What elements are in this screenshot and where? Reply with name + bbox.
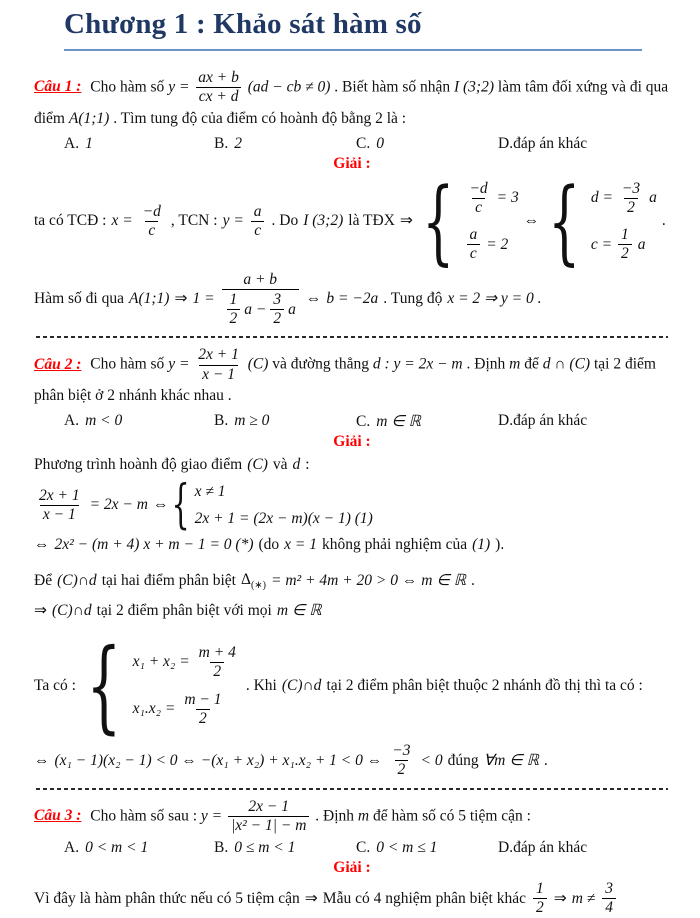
q3-option-c: C. 0 < m ≤ 1 xyxy=(356,839,438,857)
q1-point-i: I (3;2) xyxy=(453,78,495,96)
case-row: 2x + 1 = (2x − m)(x − 1) (1) xyxy=(194,509,373,527)
q3-text: . Định xyxy=(315,806,355,824)
question-2-statement: Câu 2 : Cho hàm số y = $\frac{2x + 1}{x - 1}$ (C) và đường thẳng d : y = 2x − m . Định m để d ∩ (C) tại 2 điểm phân biệt ở 2 nhánh khác nhau . xyxy=(34,346,656,404)
tcn-fraction: $\frac{a}{c}$ xyxy=(251,203,265,241)
q2-option-b: B. m ≥ 0 xyxy=(214,412,270,429)
system-row: $\frac{-d}{c}$ = 3 xyxy=(469,179,519,216)
implies-arrow: ⇒ xyxy=(553,889,567,907)
q1-option-d: D.đáp án khác xyxy=(498,134,588,152)
q2-solution-line-3: Để (C)∩d tại hai điểm phân biệt $\Delta_{(∗)}$ = m² + 4m + 20 > 0 ⇔ m ∈ ℝ . xyxy=(34,569,670,594)
question-1-statement xyxy=(34,69,670,131)
q1-eq-lhs: y = xyxy=(168,78,190,96)
q3-solution-heading: Giải : xyxy=(333,859,371,877)
delta-symbol: $\Delta_{(∗)}$ xyxy=(240,570,266,592)
q2-option-a: A. m < 0 xyxy=(64,412,123,429)
q3-option-d: D.đáp án khác xyxy=(498,839,588,857)
q1-fraction: $\frac{ax + b}{cx + d}$ xyxy=(195,69,242,107)
q3-option-a: A. 0 < m < 1 xyxy=(64,839,149,857)
q1-option-a: A. 1 xyxy=(64,134,93,152)
q2-solution-line-2: ⇔ 2x² − (m + 4) x + m − 1 = 0 (*) (do x = 1 không phải nghiệm của (1) ). xyxy=(34,534,670,556)
system-row: x₁ + x₂ = $\frac{m + 4}{2}$ xyxy=(132,643,236,681)
dashed-separator xyxy=(36,788,668,790)
q2-text: Cho hàm số xyxy=(90,355,165,373)
q1-solution-line-1: ta có TCĐ : x = $\frac{-d}{c}$ , TCN : y = $\frac{a}{c}$ . Do I (3;2) là TĐX ⇒ { $\frac{-d}{c}$ = 3 $\frac{a}{c}$ = 2 ⇔ { d = $\frac{-3}{2}$ a c = $\frac{1}{2}$ a . xyxy=(34,167,666,275)
iff-arrow: ⇔ xyxy=(34,536,50,554)
q2-solution-heading: Giải : xyxy=(333,433,371,450)
q2-option-c: C. m ∈ ℝ xyxy=(356,413,421,430)
q2-text: để xyxy=(524,355,539,373)
q3-fraction: $\frac{2x - 1}{\text{|x² − 1| − m}}$ xyxy=(228,798,309,836)
q2-fraction: $\frac{2x + 1}{x - 1}$ xyxy=(198,346,239,383)
q1-text: . Biết hàm số nhận xyxy=(334,78,451,96)
q1-option-b: B. 2 xyxy=(214,134,242,152)
q1-solution-heading: Giải : xyxy=(333,154,371,172)
dashed-separator xyxy=(36,336,668,338)
q1-system-1 xyxy=(418,167,519,275)
chapter-title: Chương 1 : Khảo sát hàm số xyxy=(64,8,642,51)
tcd-fraction: $\frac{-d}{c}$ xyxy=(142,202,161,240)
q3-text: để hàm số có 5 tiệm cận : xyxy=(373,806,531,824)
q2-vieta-system: Ta có : { x₁ + x₂ = $\frac{m + 4}{2}$ x₁.x₂ = $\frac{m - 1}{2}$ . Khi (C)∩d tại 2 điểm phân biệt thuộc 2 nhánh đồ thị thì ta có : xyxy=(34,627,643,744)
q2-solution-line-4: ⇒ (C)∩d tại 2 điểm phân biệt với mọi m ∈ ℝ xyxy=(34,600,670,622)
implies-arrow: ⇒ xyxy=(174,290,188,308)
q2-intersection: d ∩ (C) xyxy=(542,355,591,373)
iff-arrow: ⇔ xyxy=(305,290,322,308)
system-row: $\frac{a}{c}$ = 2 xyxy=(464,226,508,264)
system-row: c = $\frac{1}{2}$ a xyxy=(590,226,646,263)
q2-cases xyxy=(171,475,373,536)
q3-text: Cho hàm số sau : xyxy=(90,806,198,824)
q1-solution-line-2: Hàm số đi qua A(1;1) ⇒ 1 = a + b $\frac{1}{2}$ a − $\frac{3}{2}$ a ⇔ b = −2a . Tung độ x = 2 ⇒ y = 0 . xyxy=(34,270,542,328)
q1-option-c: C. 0 xyxy=(356,134,384,152)
question-3-label: Câu 3 : xyxy=(34,806,82,824)
question-3-options xyxy=(64,839,670,857)
q2-solution-intro: Phương trình hoành độ giao điểm (C) và d : xyxy=(34,456,310,473)
implies-arrow: ⇒ xyxy=(399,212,413,230)
question-1-label: Câu 1 : xyxy=(34,78,82,96)
q3-eq-lhs: y = xyxy=(200,806,223,824)
q2-text: tại 2 điểm phân biệt ở 2 nhánh khác nhau . xyxy=(34,355,656,404)
question-3-statement: Câu 3 : Cho hàm số sau : y = $\frac{2x - 1}{\text{|x² − 1| − m}}$ . Định m để hàm số có 5 tiệm cận : xyxy=(34,797,531,834)
case-row: x ≠ 1 xyxy=(194,482,226,500)
left-brace: { xyxy=(422,167,455,275)
question-1-options xyxy=(64,135,670,153)
nested-fraction: a + b $\frac{1}{2}$ a − $\frac{3}{2}$ a xyxy=(222,271,299,329)
q2-option-d: D.đáp án khác xyxy=(498,412,588,429)
q2-text: . Định xyxy=(466,355,506,373)
q2-eq-lhs: y = xyxy=(168,355,190,373)
q1-text: . Tìm tung độ của điểm có hoành độ bằng 2 là : xyxy=(113,109,407,127)
q1-text: Cho hàm số xyxy=(90,78,165,96)
q1-condition: (ad − cb ≠ 0) xyxy=(247,78,331,96)
system-row: x₁.x₂ = $\frac{m - 1}{2}$ xyxy=(132,690,222,727)
q1-text: làm tâm đối xứng và đi qua điểm xyxy=(34,78,669,127)
left-brace: { xyxy=(548,167,581,275)
q1-point-a: A(1;1) xyxy=(68,109,110,127)
question-2-label: Câu 2 : xyxy=(34,355,82,373)
q1-system-2 xyxy=(544,167,657,275)
iff-arrow: ⇔ xyxy=(34,751,50,769)
vieta-cases xyxy=(81,627,241,744)
q2-line-eq: d : y = 2x − m xyxy=(372,355,463,373)
q2-solution-equation: $\frac{2x + 1}{x - 1}$ = 2x − m ⇔ { x ≠ 1 2x + 1 = (2x − m)(x − 1) (1) xyxy=(39,475,373,536)
implies-arrow: ⇒ xyxy=(304,889,318,907)
iff-arrow: ⇔ xyxy=(523,212,540,230)
system-row: d = $\frac{-3}{2}$ a xyxy=(590,179,657,216)
implies-arrow: ⇒ xyxy=(34,601,47,619)
iff-arrow: ⇔ xyxy=(152,496,169,514)
left-brace: { xyxy=(86,627,122,744)
q3-solution-line: Vì đây là hàm phân thức nếu có 5 tiệm cận ⇒ Mẫu có 4 nghiệm phân biệt khác $\frac{1}{2}$ ⇒ m ≠ $\frac{3}{4}$ xyxy=(34,880,670,918)
q2-solution-line-6: ⇔ (x₁ − 1)(x₂ − 1) < 0 ⇔ −(x₁ + x₂) + x₁.x₂ + 1 < 0 ⇔ $\frac{-3}{2}$ < 0 đúng ∀m ∈ ℝ . xyxy=(34,742,548,779)
q2-text: và đường thẳng xyxy=(272,355,369,373)
q3-option-b: B. 0 ≤ m < 1 xyxy=(214,839,296,857)
question-2-options xyxy=(64,412,670,431)
left-brace: { xyxy=(171,475,191,536)
q2-curve-mark: (C) xyxy=(247,355,269,373)
